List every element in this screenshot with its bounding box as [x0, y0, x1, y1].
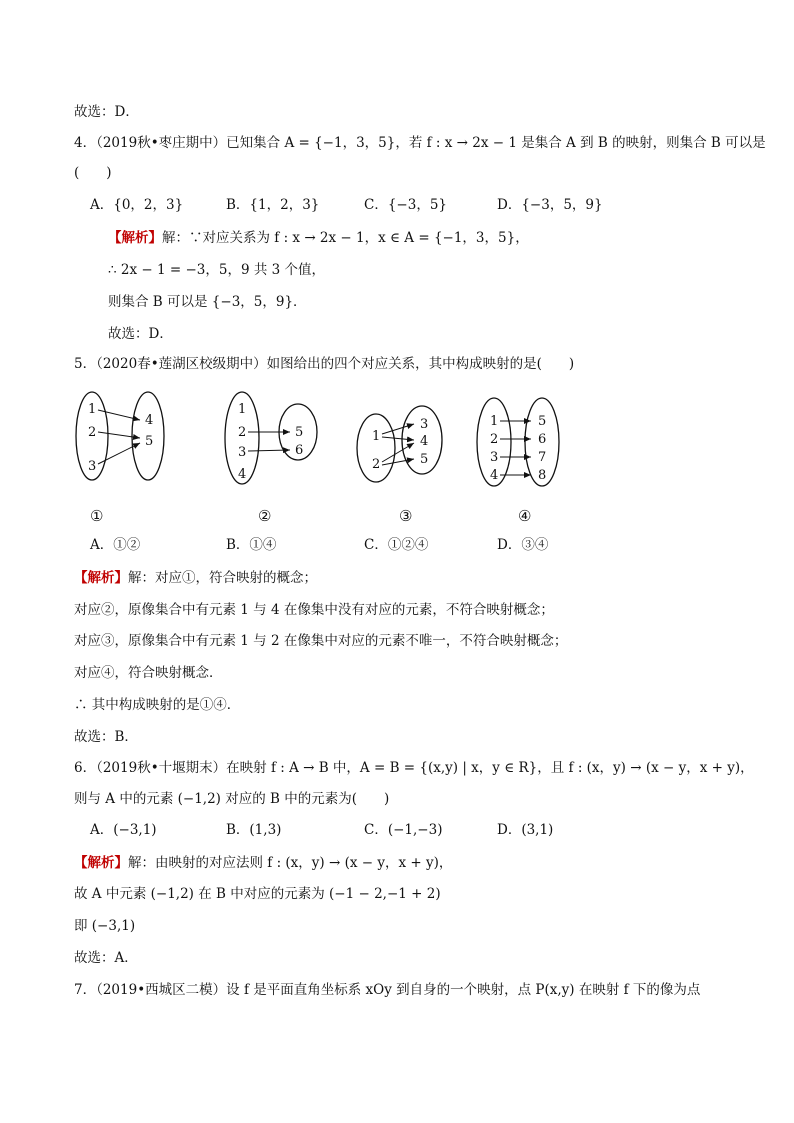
diagram-2-label: ② [258, 507, 272, 525]
diagram-4 [477, 398, 559, 486]
diagram-3 [357, 406, 442, 482]
q5-analysis-line-5: ∴ 其中构成映射的是①④． [74, 697, 241, 713]
d3-left-2: 2 [372, 457, 381, 472]
diagram-1-label: ① [90, 507, 104, 525]
q4-stem-tail: ( ) [74, 165, 112, 181]
d3-right-3: 5 [420, 452, 429, 467]
q5-stem: 5．（2020春•莲湖区校级期中）如图给出的四个对应关系，其中构成映射的是( ) [74, 356, 575, 372]
q5-option-b: B．①④ [226, 537, 277, 553]
q5-analysis-line-3: 对应③，原像集合中有元素 1 与 2 在像集中对应的元素不唯一，不符合映射概念； [74, 633, 568, 649]
q4-option-d: D．{−3，5，9} [497, 197, 603, 213]
analysis-tag: 【解析】 [108, 230, 162, 246]
d1-right-2: 5 [145, 434, 154, 449]
q5-option-a: A．①② [90, 537, 141, 553]
q6-analysis-line-2: 故 A 中元素 (−1,2) 在 B 中对应的元素为 (−1 − 2,−1 + 2) [74, 886, 441, 902]
q4-analysis-line-3: 则集合 B 可以是 {−3，5，9}． [108, 294, 307, 310]
d4-right-1: 5 [538, 414, 547, 429]
q4-option-c: C．{−3，5} [364, 197, 447, 213]
analysis-tag: 【解析】 [74, 855, 128, 871]
q4-analysis-line-2: ∴ 2x − 1 = −3，5，9 共 3 个值， [108, 262, 326, 278]
d2-right-2: 6 [295, 443, 304, 458]
q7-stem: 7．（2019•西城区二模）设 f 是平面直角坐标系 xOy 到自身的一个映射，点 P(x,y) 在映射 f 下的像为点 [74, 982, 701, 998]
q6-option-c: C．(−1,−3) [364, 822, 443, 838]
d3-left-1: 1 [372, 429, 381, 444]
d4-left-4: 4 [490, 468, 499, 483]
diagram-4-label: ④ [518, 507, 532, 525]
d4-right-4: 8 [538, 468, 547, 483]
d3-right-2: 4 [420, 434, 429, 449]
q5-analysis-line-6: 故选：B． [74, 729, 138, 745]
q6-option-d: D．(3,1) [497, 822, 554, 838]
d2-left-1: 1 [238, 402, 247, 417]
d4-left-1: 1 [490, 414, 499, 429]
d3-right-1: 3 [420, 417, 429, 432]
analysis-tag: 【解析】 [74, 570, 128, 586]
q5-analysis-line-2: 对应②，原像集合中有元素 1 与 4 在像集中没有对应的元素，不符合映射概念； [74, 602, 554, 618]
diagram-1 [76, 392, 164, 480]
q4-option-a: A．{0，2，3} [90, 197, 184, 213]
d4-left-2: 2 [490, 432, 499, 447]
d1-right-1: 4 [145, 413, 154, 428]
q6-analysis-line-3: 即 (−3,1) [74, 918, 136, 934]
q5-mapping-diagrams [0, 388, 794, 528]
d2-left-4: 4 [238, 467, 247, 482]
q5-analysis-line-4: 对应④，符合映射概念． [74, 665, 223, 681]
q4-analysis-line-4: 故选：D． [108, 326, 173, 342]
q4-analysis-line-1: 【解析】解：∵对应关系为 f : x → 2x − 1，x ∈ A = {−1，3，5}， [108, 230, 529, 246]
diagram-3-label: ③ [399, 507, 413, 525]
d4-right-2: 6 [538, 432, 547, 447]
diagram-2 [225, 392, 317, 484]
q5-option-d: D．③④ [497, 537, 549, 553]
d4-left-3: 3 [490, 450, 499, 465]
q5-analysis-line-1: 【解析】解：对应①，符合映射的概念； [74, 570, 317, 586]
q6-stem-2: 则与 A 中的元素 (−1,2) 对应的 B 中的元素为( ) [74, 791, 390, 807]
q6-analysis-line-4: 故选：A． [74, 950, 138, 966]
q4-option-b: B．{1，2，3} [226, 197, 320, 213]
q6-option-b: B．(1,3) [226, 822, 282, 838]
d1-left-1: 1 [88, 402, 97, 417]
q6-stem: 6．（2019秋•十堰期末）在映射 f : A → B 中，A = B = {(x,y) | x，y ∈ R}，且 f : (x，y) → (x − y，x + y)， [74, 760, 754, 776]
q6-analysis-line-1: 【解析】解：由映射的对应法则 f : (x，y) → (x − y，x + y)， [74, 855, 453, 871]
d2-left-3: 3 [238, 445, 247, 460]
d1-left-3: 3 [88, 459, 97, 474]
q5-option-c: C．①②④ [364, 537, 429, 553]
d4-right-3: 7 [538, 450, 547, 465]
d2-left-2: 2 [238, 425, 247, 440]
q6-option-a: A．(−3,1) [90, 822, 157, 838]
q4-stem: 4．（2019秋•枣庄期中）已知集合 A = {−1，3，5}，若 f : x → 2x − 1 是集合 A 到 B 的映射，则集合 B 可以是 [74, 135, 766, 151]
q3-answer: 故选：D． [74, 104, 139, 120]
d1-left-2: 2 [88, 425, 97, 440]
d2-right-1: 5 [295, 425, 304, 440]
